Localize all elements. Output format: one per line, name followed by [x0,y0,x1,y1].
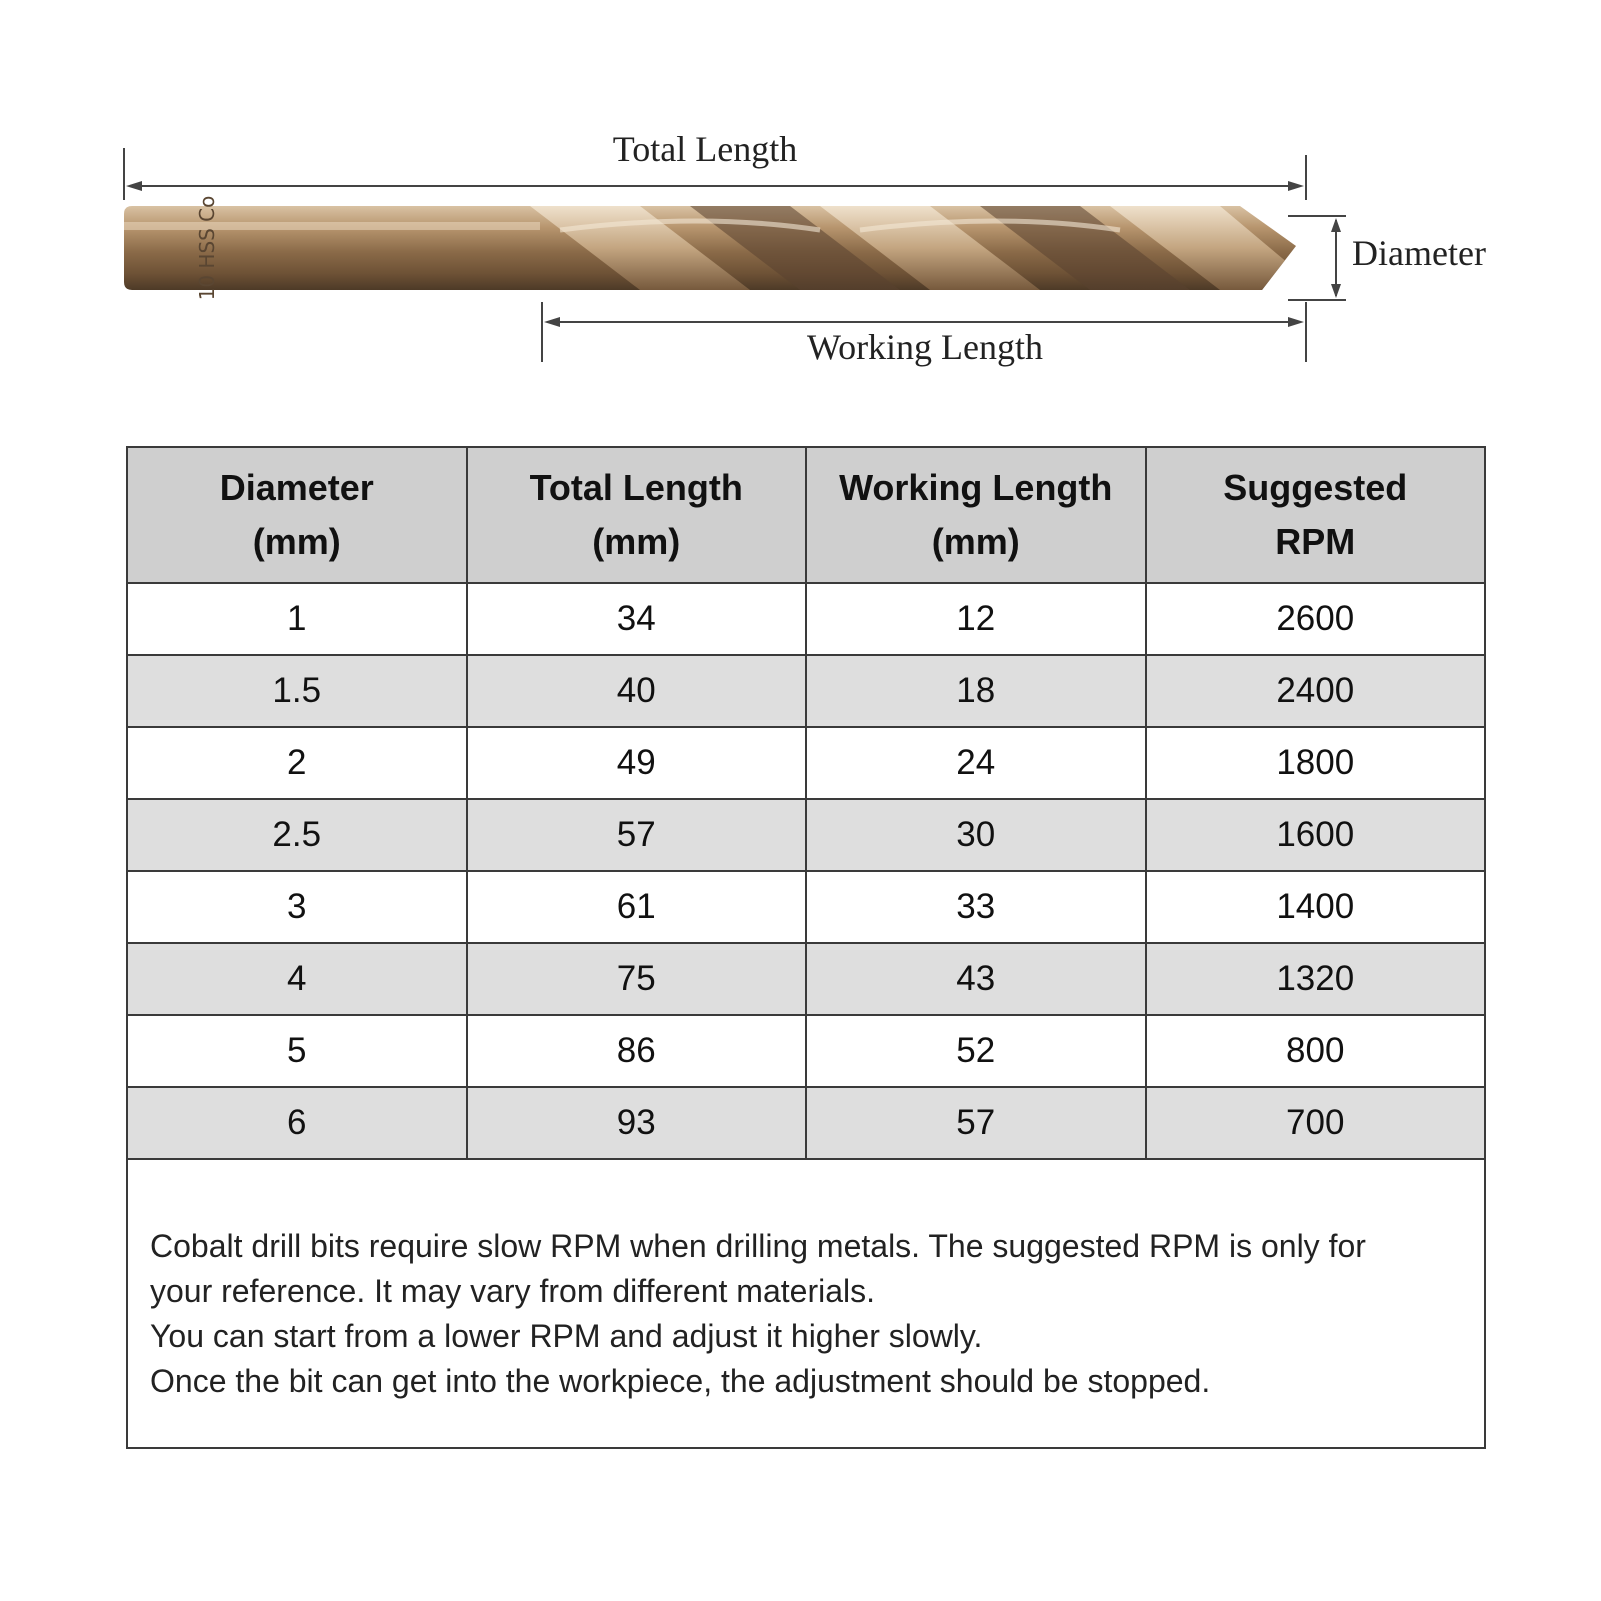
note-line: Cobalt drill bits require slow RPM when drilling metals. The suggested RPM is only for [150,1228,1366,1264]
cell-rpm: 2400 [1146,655,1486,727]
diameter-dimension [1288,216,1346,300]
cell-diameter: 3 [127,871,467,943]
table-row [127,1015,1485,1087]
drill-bit-body [124,196,1320,301]
cell-rpm: 1320 [1146,943,1486,1015]
cell-rpm: 800 [1146,1015,1486,1087]
table-row [127,1087,1485,1159]
cell-total-length: 86 [467,1015,807,1087]
drill-bit-diagram [0,0,1601,400]
cell-working-length: 52 [806,1015,1146,1087]
note-line: your reference. It may vary from different materials. [150,1273,875,1309]
cell-diameter: 1.5 [127,655,467,727]
shank-marking: 10 HSS Co [195,195,219,301]
cell-diameter: 4 [127,943,467,1015]
diameter-label: Diameter [1352,233,1486,273]
working-length-label: Working Length [806,327,1044,367]
cell-rpm: 700 [1146,1087,1486,1159]
note-line: You can start from a lower RPM and adjust it higher slowly. [150,1318,983,1354]
cell-total-length: 57 [467,799,807,871]
cell-working-length: 43 [806,943,1146,1015]
table-row [127,871,1485,943]
cell-rpm: 1400 [1146,871,1486,943]
cell-total-length: 61 [467,871,807,943]
cell-working-length: 33 [806,871,1146,943]
header-total-length: Total Length (mm) [467,447,807,583]
cell-rpm: 1600 [1146,799,1486,871]
cell-total-length: 40 [467,655,807,727]
header-diameter: Diameter (mm) [127,447,467,583]
cell-working-length: 18 [806,655,1146,727]
note-line: Once the bit can get into the workpiece, the adjustment should be stopped. [150,1363,1211,1399]
cell-rpm: 2600 [1146,583,1486,655]
cell-working-length: 12 [806,583,1146,655]
cell-diameter: 2 [127,727,467,799]
table-row [127,655,1485,727]
cell-total-length: 93 [467,1087,807,1159]
cell-diameter: 6 [127,1087,467,1159]
cell-working-length: 30 [806,799,1146,871]
cell-working-length: 24 [806,727,1146,799]
table-row [127,943,1485,1015]
cell-rpm: 1800 [1146,727,1486,799]
cell-diameter: 5 [127,1015,467,1087]
usage-note [126,1160,1486,1449]
header-working-length: Working Length (mm) [806,447,1146,583]
table-header-row [127,447,1485,583]
drill-spec-table [126,446,1486,1160]
table-row [127,799,1485,871]
cell-working-length: 57 [806,1087,1146,1159]
header-suggested-rpm: Suggested RPM [1146,447,1486,583]
cell-total-length: 34 [467,583,807,655]
cell-diameter: 1 [127,583,467,655]
cell-total-length: 49 [467,727,807,799]
table-row [127,583,1485,655]
cell-total-length: 75 [467,943,807,1015]
total-length-label: Total Length [612,129,798,169]
table-row [127,727,1485,799]
cell-diameter: 2.5 [127,799,467,871]
